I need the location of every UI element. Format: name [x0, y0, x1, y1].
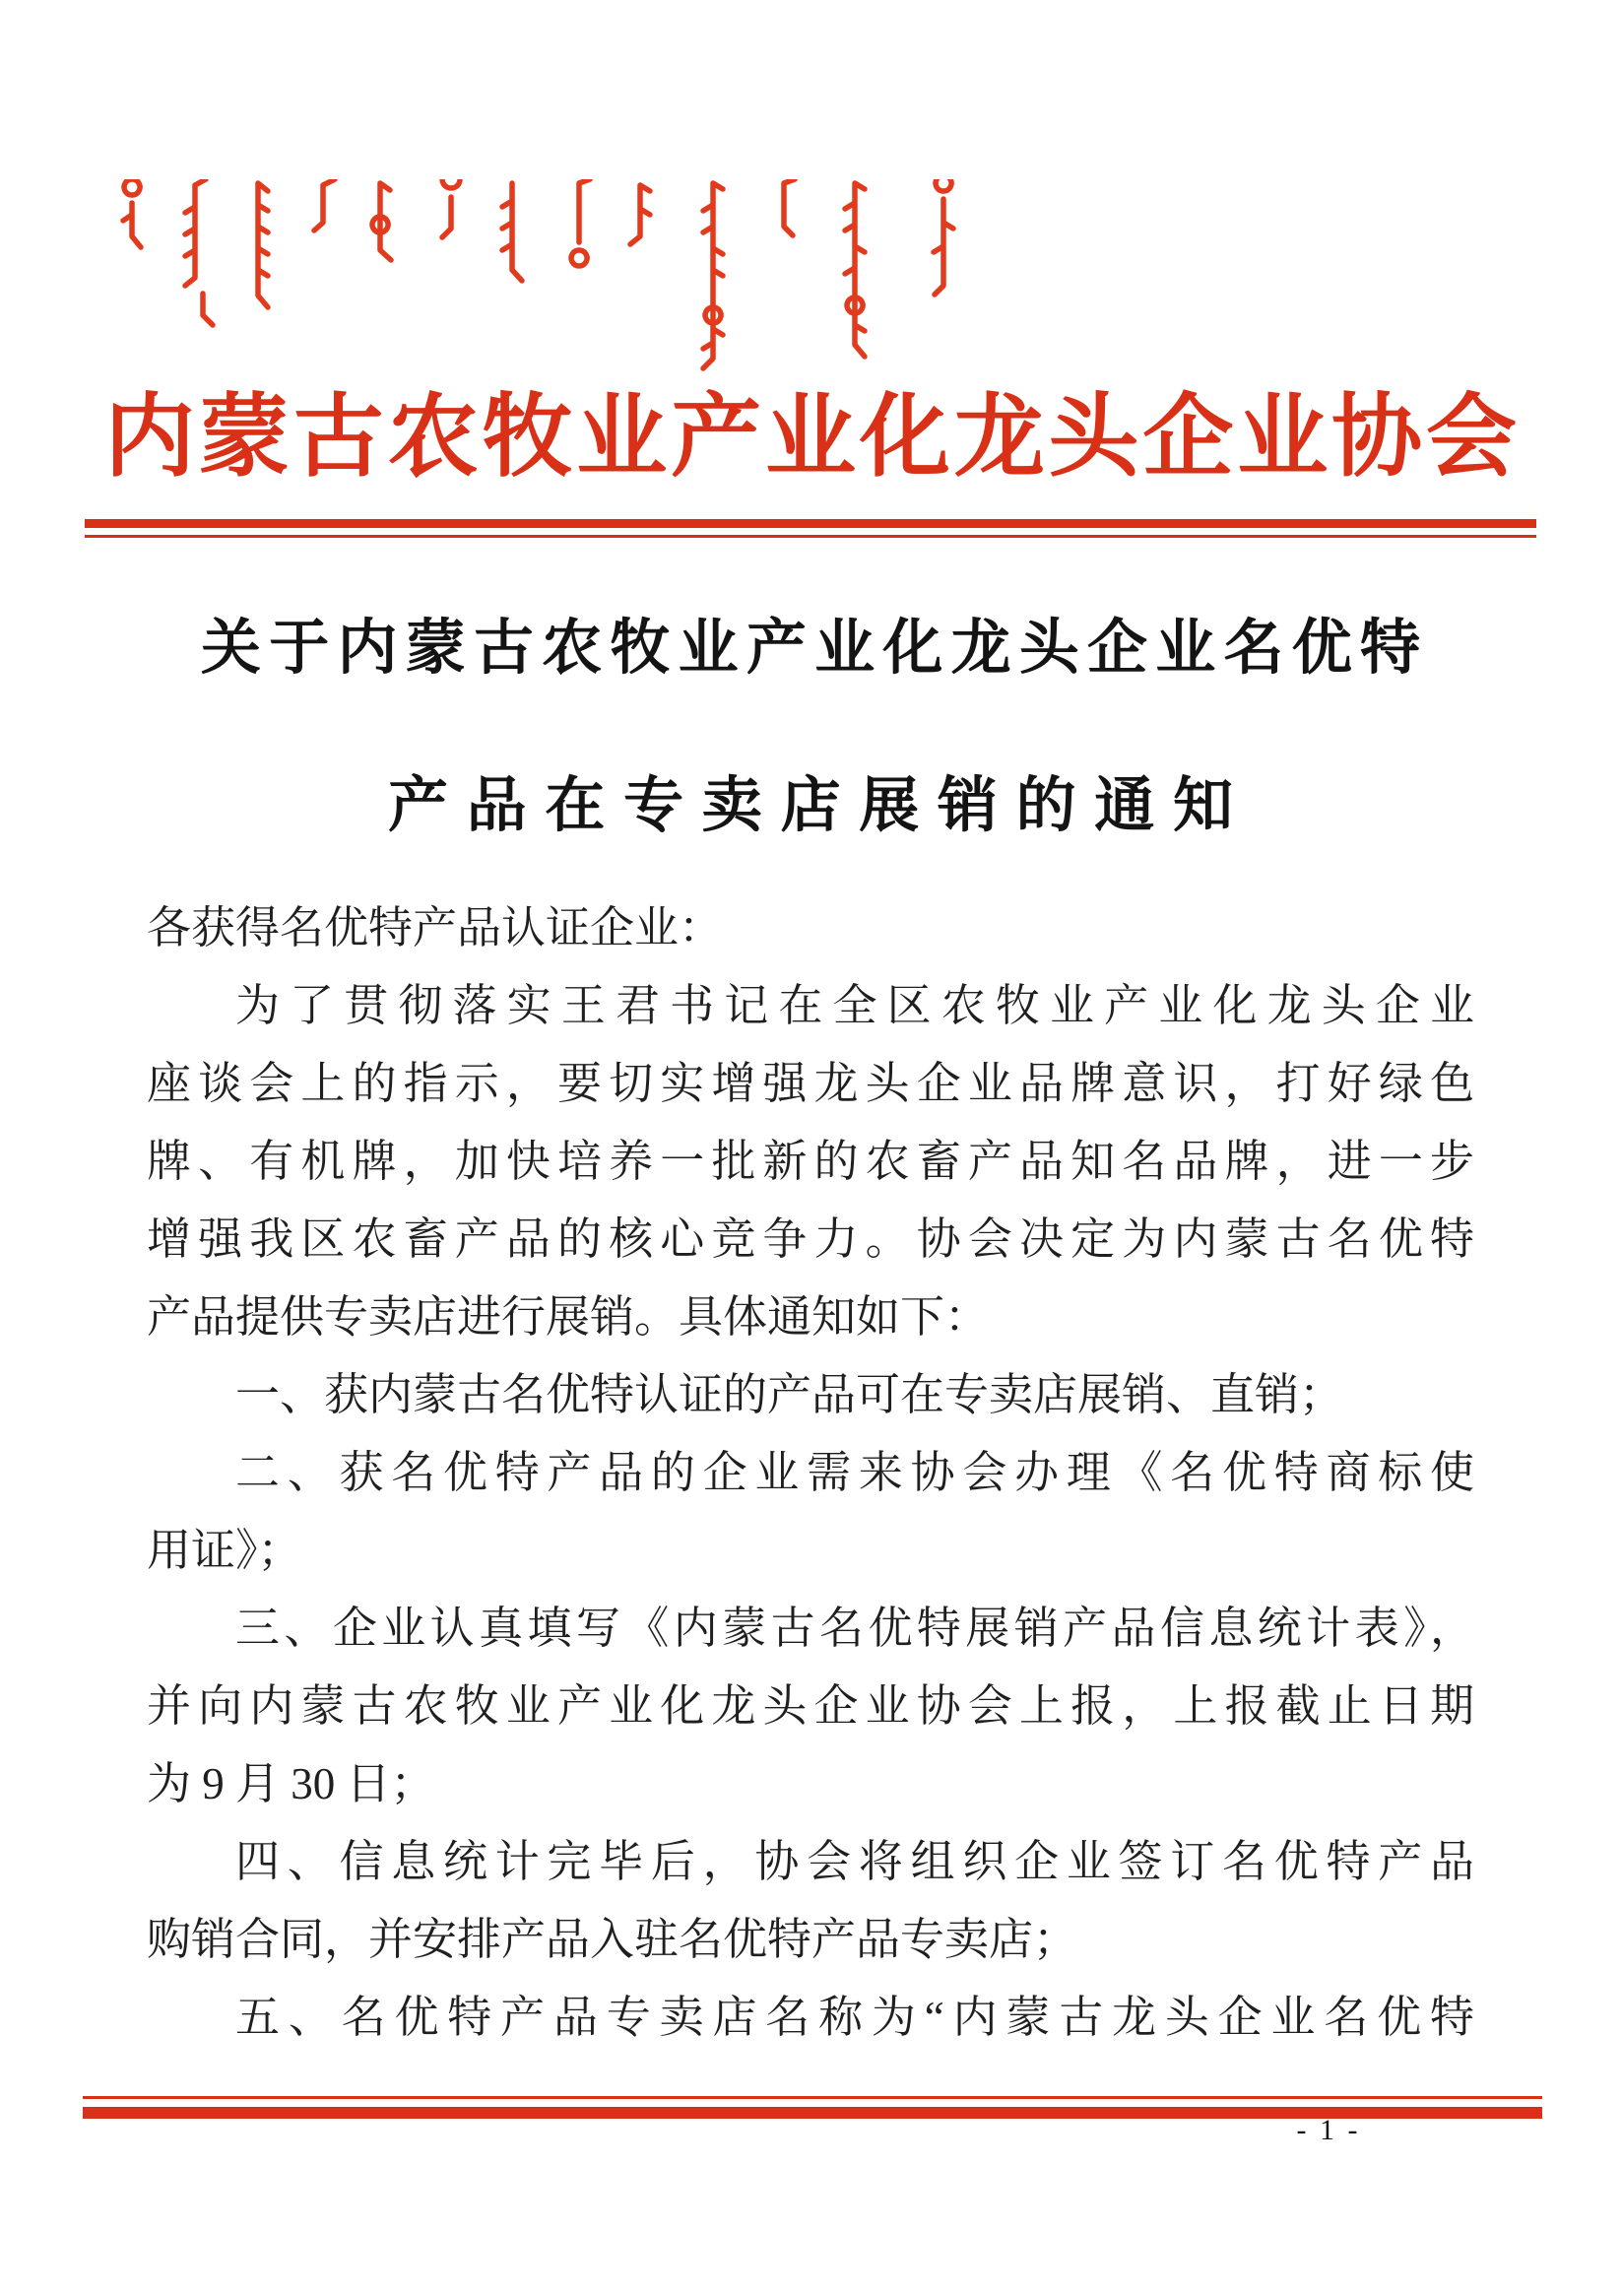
body-line-item1: 一、获内蒙古名优特认证的产品可在专卖店展销、直销；	[235, 1370, 1344, 1419]
body-line: 产品提供专卖店进行展销。具体通知如下：	[147, 1292, 990, 1342]
body-line-item2: 二、获名优特产品的企业需来协会办理《名优特商标使	[235, 1448, 1474, 1497]
footer-rule-thin	[83, 2096, 1542, 2099]
header-rule-thin	[85, 535, 1536, 538]
doc-title-line1: 关于内蒙古农牧业产业化龙头企业名优特	[201, 616, 1420, 682]
association-name: 内蒙古农牧业产业化龙头企业协会	[104, 387, 1517, 488]
mongolian-script-banner	[118, 179, 985, 381]
notice-body	[147, 889, 1474, 2057]
body-line-item5: 五、名优特产品专卖店名称为“内蒙古龙头企业名优特	[235, 1993, 1474, 2042]
body-line: 购销合同，并安排产品入驻名优特产品专卖店；	[147, 1915, 1078, 1964]
salutation-line: 各获得名优特产品认证企业：	[147, 903, 724, 952]
body-line: 牌、有机牌，加快培养一批新的农畜产品知名品牌，进一步	[147, 1137, 1474, 1186]
header-rule-thick	[85, 519, 1536, 528]
body-line: 为 9 月 30 日；	[147, 1759, 435, 1808]
body-line: 为了贯彻落实王君书记在全区农牧业产业化龙头企业	[235, 981, 1474, 1030]
doc-title-line2: 产品在专卖店展销的通知	[388, 773, 1233, 839]
body-line: 用证》；	[147, 1526, 302, 1575]
body-line: 座谈会上的指示，要切实增强龙头企业品牌意识，打好绿色	[147, 1059, 1474, 1108]
body-line-item4: 四、信息统计完毕后，协会将组织企业签订名优特产品	[235, 1837, 1474, 1886]
page-number: - 1 -	[1296, 2114, 1361, 2146]
body-line: 并向内蒙古农牧业产业化龙头企业协会上报，上报截止日期	[147, 1681, 1474, 1731]
body-line-item3: 三、企业认真填写《内蒙古名优特展销产品信息统计表》，	[235, 1604, 1474, 1653]
body-line: 增强我区农畜产品的核心竞争力。协会决定为内蒙古名优特	[147, 1214, 1474, 1264]
